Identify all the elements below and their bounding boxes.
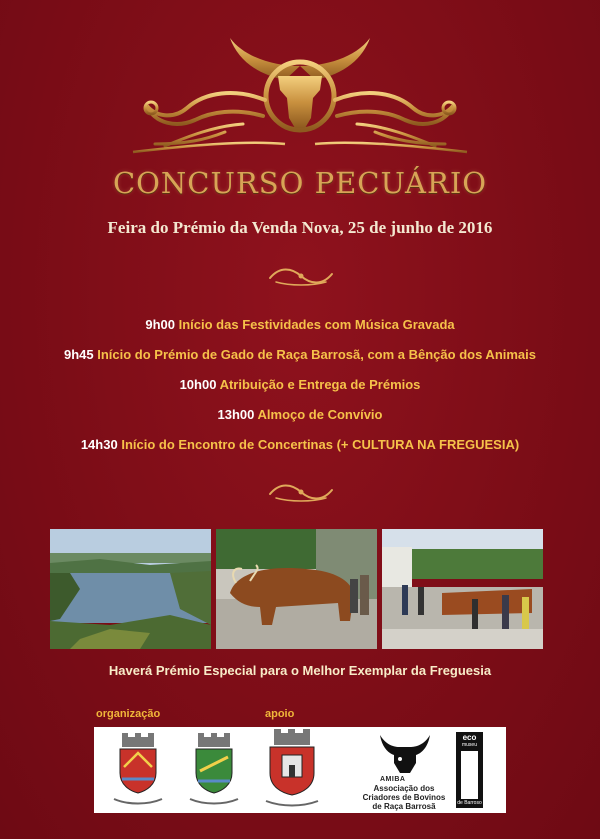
schedule-time: 13h00 — [217, 407, 255, 422]
schedule-item — [0, 436, 600, 466]
eco-panel — [461, 751, 478, 799]
bull-emblem-icon — [125, 28, 475, 158]
amiba-bull-icon — [360, 727, 450, 777]
schedule-text: Início das Festividades com Música Gravada — [178, 317, 455, 332]
event-subtitle: Feira do Prémio da Venda Nova, 25 de junho de 2016 — [107, 218, 493, 237]
schedule-time: 9h45 — [63, 347, 94, 362]
parish-crest-icon — [184, 727, 244, 813]
schedule-time: 10h00 — [179, 377, 217, 392]
municipal-crest-icon — [260, 727, 324, 813]
amiba-name: AMIBA — [380, 776, 406, 783]
eco-foot: de Barroso — [457, 800, 482, 806]
special-prize-notice: Haverá Prémio Especial para o Melhor Exemplar da Freguesia — [108, 663, 492, 678]
flourish-icon — [266, 480, 336, 504]
schedule-text: Atribuição e Entrega de Prémios — [219, 377, 421, 392]
schedule-time: 14h30 — [80, 437, 118, 452]
organization-label: organização — [96, 708, 161, 720]
eco-word: eco — [462, 733, 477, 742]
schedule-text: Início do Encontro de Concertinas (+ CULTURA NA FREGUESIA) — [121, 437, 520, 452]
ecomuseu-logo — [456, 732, 483, 808]
schedule-item — [0, 406, 600, 436]
poster-title: CONCURSO PECUÁRIO — [112, 166, 488, 200]
schedule-item — [0, 346, 600, 376]
support-label: apoio — [265, 708, 295, 720]
parish-crest-icon — [108, 727, 168, 813]
schedule-text: Início do Prémio de Gado de Raça Barrosã, com a Bênção dos Animais — [97, 347, 537, 362]
flourish-icon — [266, 264, 336, 288]
schedule-text: Almoço de Convívio — [257, 407, 383, 422]
eco-sub: museu — [461, 742, 477, 748]
schedule-item — [0, 316, 600, 346]
bull-photo — [216, 529, 377, 649]
cattle-fair-photo — [382, 529, 543, 649]
schedule-time: 9h00 — [145, 317, 175, 332]
schedule-item — [0, 376, 600, 406]
schedule-list — [0, 316, 600, 466]
sponsor-logos — [94, 727, 506, 813]
lake-photo — [50, 529, 211, 649]
photo-strip — [50, 529, 543, 649]
amiba-description: Associação dos Criadores de Bovinos de Raça Barrosã — [362, 784, 446, 811]
